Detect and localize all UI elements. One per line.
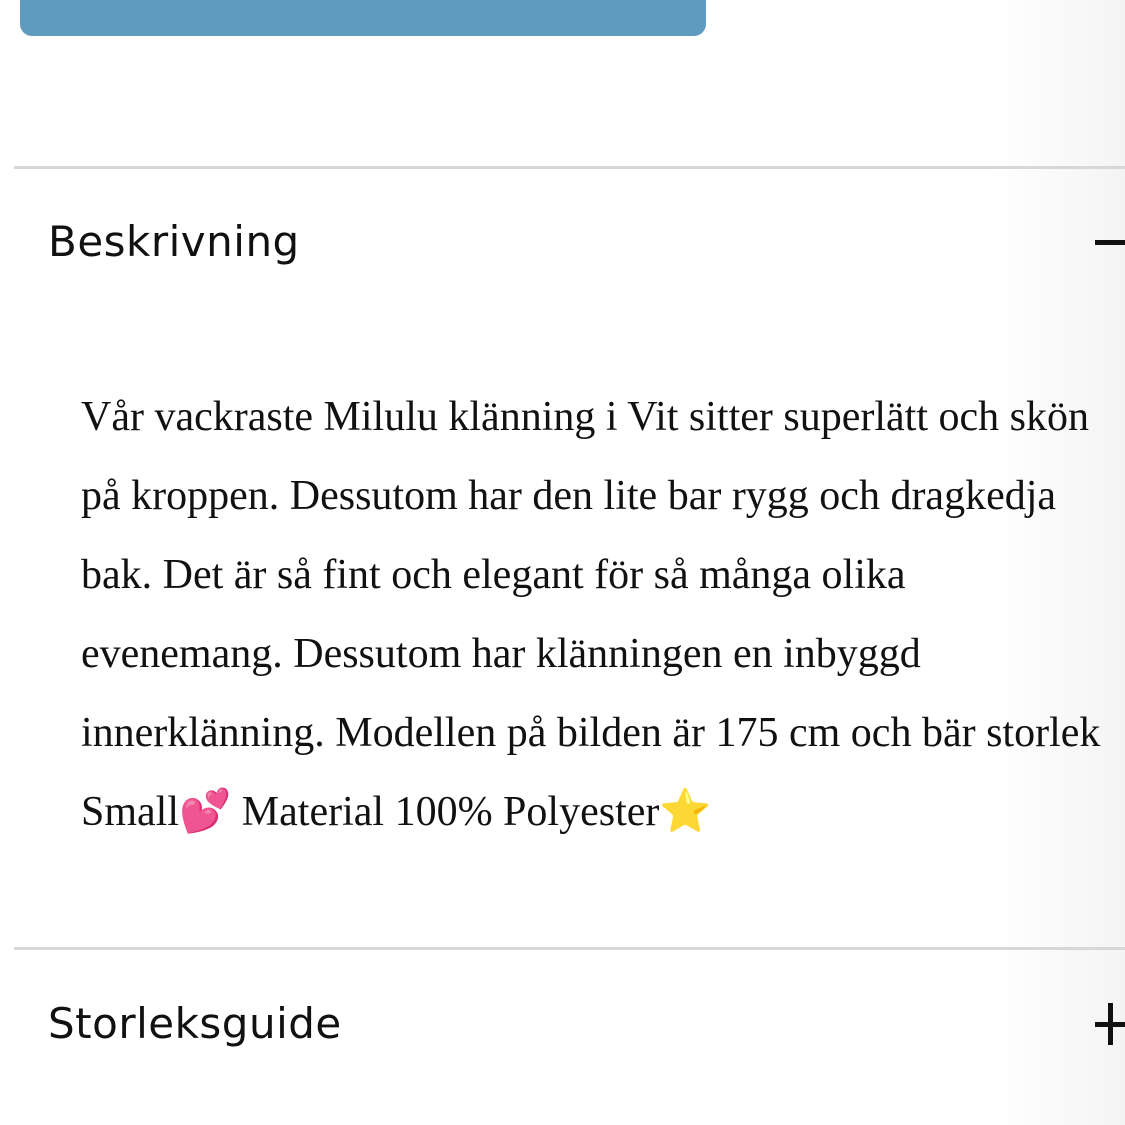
accordion-divider xyxy=(14,947,1125,950)
accordion-divider xyxy=(14,166,1125,169)
minus-icon[interactable] xyxy=(1091,207,1125,277)
top-action-button[interactable] xyxy=(20,0,706,36)
size-guide-accordion-header[interactable] xyxy=(48,989,1125,1059)
plus-icon-vertical xyxy=(1108,1003,1113,1045)
minus-icon-bar xyxy=(1095,240,1125,245)
size-guide-title: Storleksguide xyxy=(48,999,342,1048)
plus-icon[interactable] xyxy=(1091,989,1125,1059)
product-description-text: Vår vackraste Milulu klänning i Vit sitter superlätt och skön på kroppen. Dessutom har den lite bar rygg och dragkedja bak. Det är så fint och elegant för så många olika evenemang. Dessutom har klänningen en inbyggd innerklänning. Modellen på bilden är 175 cm och bär storlek Small💕 Material 100% Polyester⭐️ xyxy=(81,394,1101,835)
description-title: Beskrivning xyxy=(48,217,300,266)
description-accordion-header[interactable] xyxy=(48,207,1125,277)
